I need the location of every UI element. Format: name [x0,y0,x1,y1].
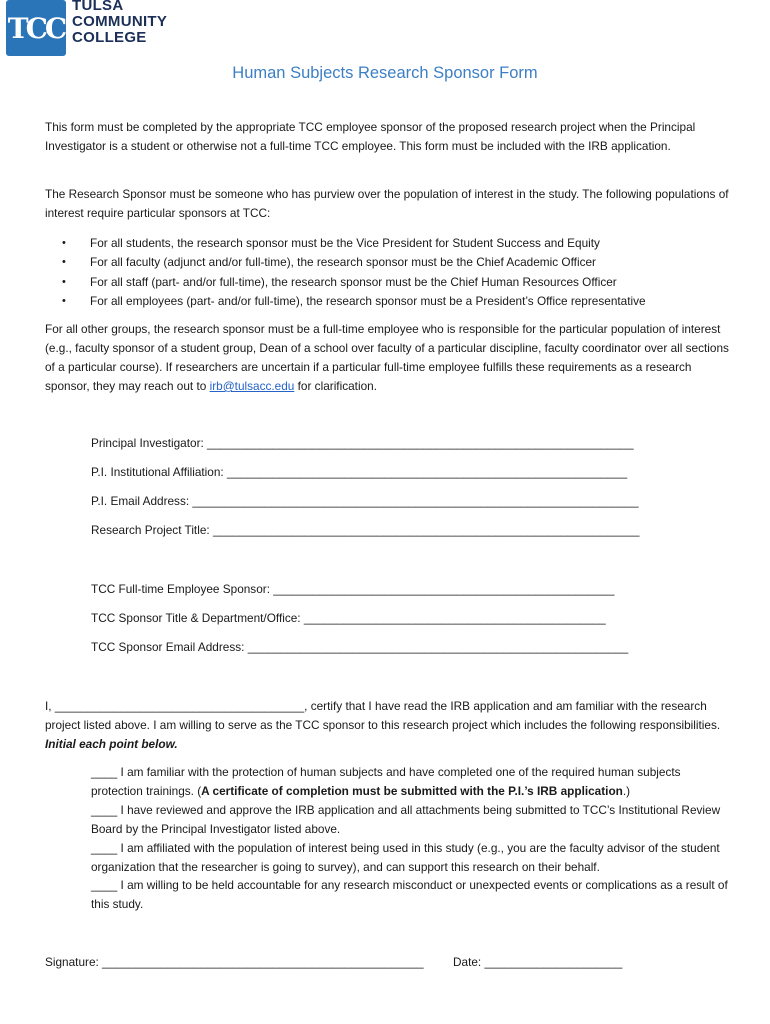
sponsor-intro-paragraph: The Research Sponsor must be someone who has purview over the population of interest in the study. The following populations of interest require particular sponsors at TCC: [45,187,729,220]
bullet-icon: • [62,256,66,269]
irb-email-link[interactable]: irb@tulsacc.edu [209,379,295,393]
bullet-text: For all employees (part- and/or full-time), the research sponsor must be a President’s Office representative [90,294,646,309]
pi-email-field[interactable]: P.I. Email Address: ____________________________________________________________________ [91,494,639,508]
principal-investigator-field[interactable]: Principal Investigator: _________________________________________________________________ [91,436,634,450]
bullet-text: For all faculty (adjunct and/or full-time), the research sponsor must be the Chief Academic Officer [90,255,596,270]
project-title-field[interactable]: Research Project Title: _________________________________________________________________ [91,523,640,537]
certify-emphasis: Initial each point below. [45,737,178,751]
sponsor-title-field[interactable]: TCC Sponsor Title & Department/Office: ______________________________________________ [91,611,606,625]
bullet-text: For all staff (part- and/or full-time), the research sponsor must be the Chief Human Resources Officer [90,274,617,289]
date-field[interactable]: Date: _____________________ [453,955,623,969]
responsibility-2[interactable]: ____ I have reviewed and approve the IRB application and all attachments being submitted to TCC’s Institutional Review Board by the Principal Investigator listed above. [91,803,721,836]
other-groups-text: For all other groups, the research sponsor must be a full-time employee who is responsible for the particular population of interest (e.g., faculty sponsor of a student group, Dean of a school over faculty of a particular discipline, faculty coordinator over all sections of a particular course). If researchers are uncertain if a particular full-time employee fulfills these requirements as a research sponsor, they may reach out to [45,322,729,393]
signature-field[interactable]: Signature: _________________________________________________ [45,955,424,969]
bullet-icon: • [62,275,66,288]
certify-paragraph [45,697,730,754]
form-title: Human Subjects Research Sponsor Form [232,64,538,82]
logo-line-2: COMMUNITY [72,13,168,30]
responsibility-1-bold: A certificate of completion must be submitted with the P.I.’s IRB application [201,783,623,798]
responsibility-3[interactable]: ____ I am affiliated with the population of interest being used in this study (e.g., you are the faculty advisor of the student organization that the researcher is going to survey), and can support this research on their behalf. [91,841,720,874]
responsibility-1-text: ____ I am familiar with the protection of human subjects and have completed one of the required human subjects protection trainings. ( [91,765,681,798]
logo-line-1: TULSA [72,0,124,14]
bullet-text: For all students, the research sponsor must be the Vice President for Student Success and Equity [90,235,600,250]
certify-text: I, ______________________________________, certify that I have read the IRB application and am familiar with the research project listed above. I am willing to serve as the TCC sponsor to this research project which includes the following responsibilities. [45,699,721,732]
responsibility-1[interactable] [91,763,731,801]
intro-paragraph: This form must be completed by the appropriate TCC employee sponsor of the proposed research project when the Principal Investigator is a student or otherwise not a full-time TCC employee. This form must be included with the IRB application. [45,120,696,153]
bullet-item [62,253,732,273]
sponsor-name-field[interactable]: TCC Full-time Employee Sponsor: ____________________________________________________ [91,582,615,596]
tcc-logo-text [72,0,167,46]
other-groups-paragraph [45,320,730,396]
logo-line-3: COLLEGE [72,29,147,46]
responsibility-1-end: .) [622,783,631,798]
bullet-icon: • [62,236,66,249]
other-groups-after: for clarification. [294,379,377,393]
pi-affiliation-field[interactable]: P.I. Institutional Affiliation: _____________________________________________________________ [91,465,628,479]
tcc-logo-mark: TCC [6,0,66,56]
bullet-item [62,272,732,292]
bullet-item [62,233,732,253]
bullet-icon: • [62,295,66,308]
responsibility-4[interactable]: ____ I am willing to be held accountable for any research misconduct or unexpected events or complications as a result of this study. [91,878,728,911]
tcc-logo [6,0,167,56]
sponsor-bullet-list [62,233,732,311]
bullet-item [62,292,732,312]
sponsor-email-field[interactable]: TCC Sponsor Email Address: __________________________________________________________ [91,640,629,654]
